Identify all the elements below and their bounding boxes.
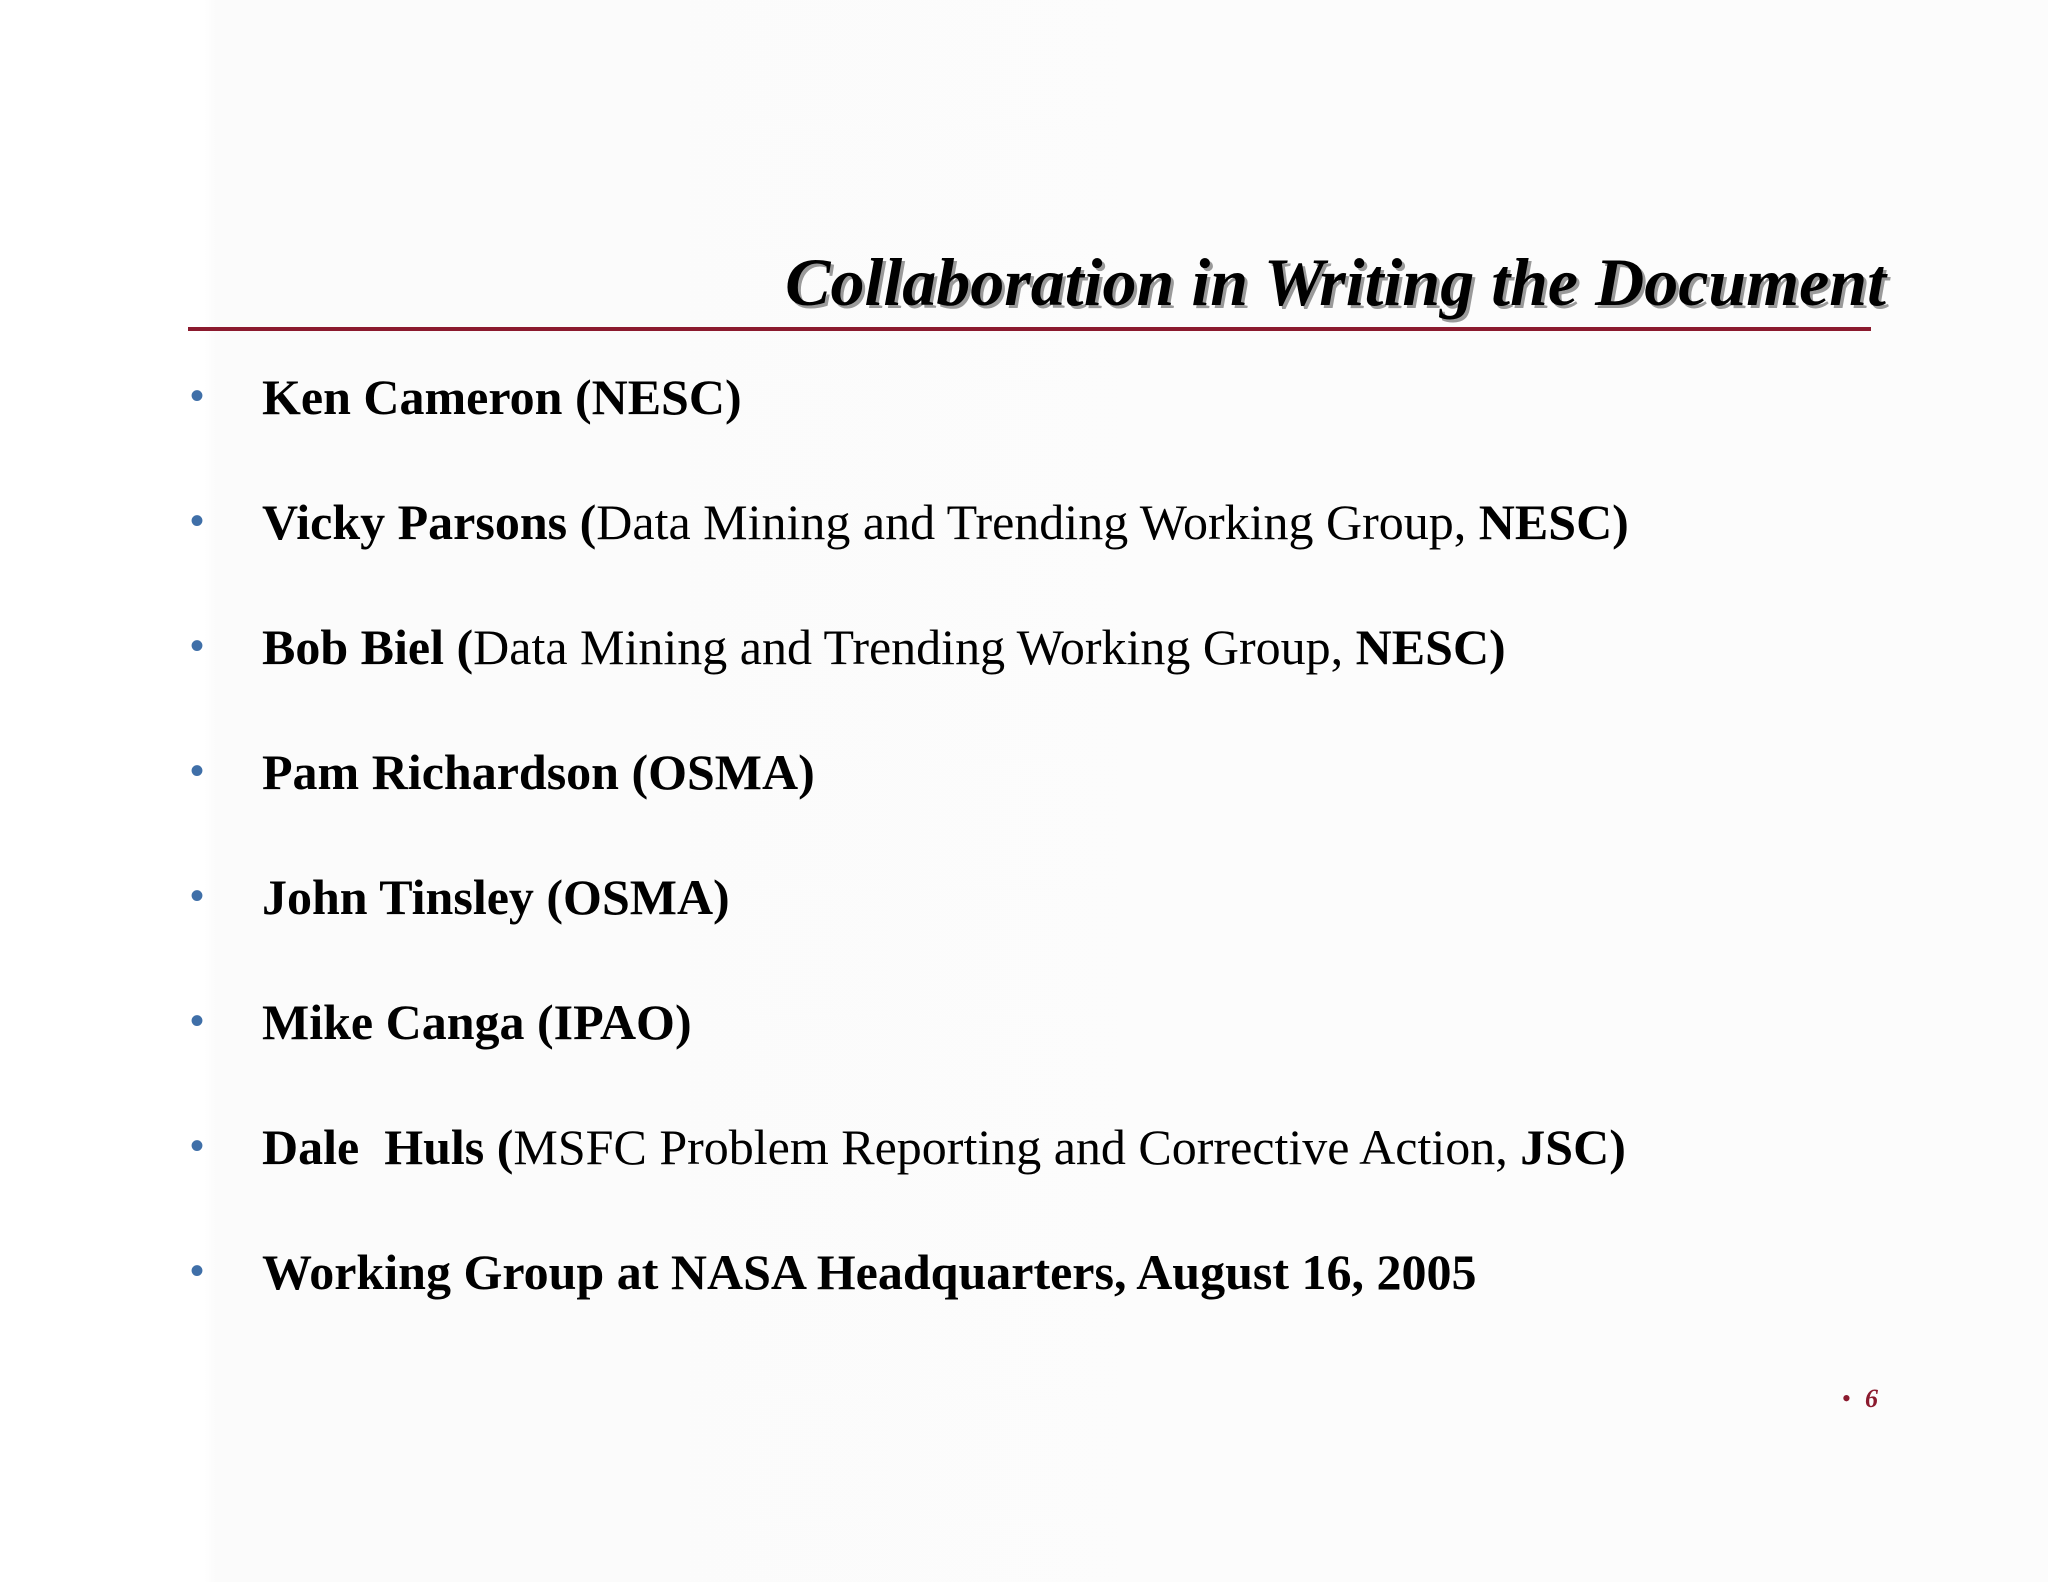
list-item-detail-text: MSFC Problem Reporting and Corrective Action, (513, 1119, 1521, 1175)
page-number (1842, 1384, 1878, 1414)
bullet-icon: • (190, 499, 205, 543)
list-item (0, 482, 1900, 607)
bullet-icon: • (190, 1124, 205, 1168)
list-item (0, 1107, 1900, 1232)
list-item (0, 732, 1900, 857)
list-item-bold-text: Ken Cameron (NESC) (262, 369, 742, 425)
list-item (0, 607, 1900, 732)
list-item-text (262, 617, 1506, 677)
bullet-icon: • (190, 874, 205, 918)
list-item-text (262, 742, 815, 802)
bullet-icon: • (190, 1249, 205, 1293)
list-item-detail-text: Data Mining and Trending Working Group, (596, 494, 1479, 550)
list-item-text (262, 867, 730, 927)
list-item-detail-text: Data Mining and Trending Working Group, (473, 619, 1356, 675)
list-item-text (262, 1117, 1626, 1177)
list-item-text (262, 992, 692, 1052)
page-number-bullet-icon: • (1841, 1384, 1851, 1413)
list-item-bold-text: Dale Huls ( (262, 1119, 514, 1175)
list-item-bold-text: Pam Richardson (OSMA) (262, 744, 815, 800)
list-item-bold-text: Working Group at NASA Headquarters, August 16, 2005 (262, 1244, 1477, 1300)
bullet-list (0, 357, 1900, 1357)
title-divider (188, 327, 1871, 331)
page-number-value: 6 (1865, 1384, 1878, 1413)
list-item (0, 982, 1900, 1107)
list-item-bold-text: Mike Canga (IPAO) (262, 994, 692, 1050)
list-item-text (262, 367, 742, 427)
bullet-icon: • (190, 999, 205, 1043)
list-item (0, 1232, 1900, 1357)
bullet-icon: • (190, 749, 205, 793)
list-item-text (262, 492, 1629, 552)
slide-title: Collaboration in Writing the Document (785, 244, 1886, 320)
list-item-bold-suffix: NESC) (1355, 619, 1506, 675)
bullet-icon: • (190, 624, 205, 668)
list-item-text (262, 1242, 1477, 1302)
list-item-bold-text: John Tinsley (OSMA) (262, 869, 730, 925)
bullet-icon: • (190, 374, 205, 418)
list-item-bold-suffix: JSC) (1520, 1119, 1626, 1175)
list-item-bold-text: Bob Biel ( (262, 619, 474, 675)
list-item (0, 857, 1900, 982)
list-item-bold-text: Vicky Parsons ( (262, 494, 597, 550)
list-item (0, 357, 1900, 482)
list-item-bold-suffix: NESC) (1478, 494, 1629, 550)
